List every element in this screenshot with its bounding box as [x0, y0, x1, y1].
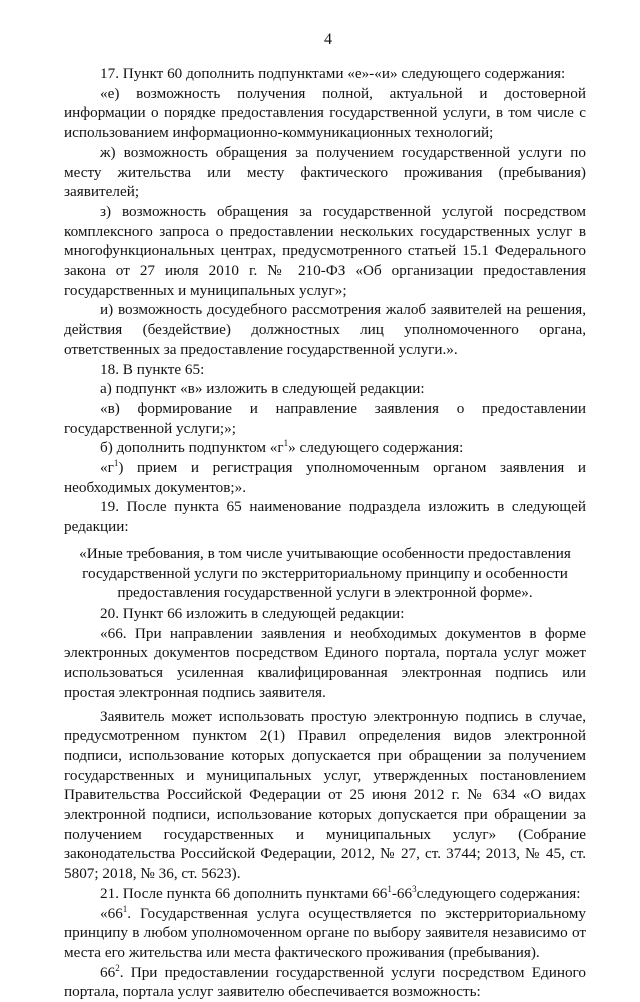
paragraph-18-a: а) подпункт «в» изложить в следующей редакции:	[100, 380, 425, 398]
paragraph-19: 19. После пункта 65 наименование подраздела изложить в следующей редакции:	[64, 498, 586, 536]
paragraph-20: 20. Пункт 66 изложить в следующей редакции:	[100, 604, 405, 622]
paragraph-17-e: «е) возможность получения полной, актуальной и достоверной информации о порядке предоставления государственной услуги, в том числе с использованием информационно-коммуникационных технологий;	[64, 84, 586, 142]
paragraph-17-z: з) возможность обращения за государственной услугой посредством комплексного запроса о предоставлении нескольких государственных услуг в многофункциональных центрах, предусмотренного статьей 15.1 Федерального закона от 27 июля 2010 г. № 210-ФЗ «Об организации предоставления государственных и муниципальных услуг»;	[64, 202, 586, 299]
paragraph-66-1	[64, 904, 586, 963]
superscript: 2	[115, 962, 120, 973]
text-part: 66	[100, 963, 116, 981]
text-part: «66	[100, 904, 123, 922]
paragraph-66: «66. При направлении заявления и необходимых документов в форме электронных документов посредством Единого портала, портала услуг может использоваться усиленная квалифицированная электронная подпись или простая электронная подпись заявителя.	[64, 624, 586, 701]
paragraph-21	[64, 884, 586, 904]
text-part: «г	[100, 459, 114, 477]
text-part: . При предоставлении государственной услуги посредством Единого портала, портала услуг заявителю обеспечивается возможность:	[64, 963, 586, 1001]
text-part: следующего содержания:	[416, 884, 581, 902]
text-part: б) дополнить подпунктом «г	[100, 439, 284, 457]
paragraph-17: 17. Пункт 60 дополнить подпунктами «е»-«и» следующего содержания:	[100, 65, 566, 82]
superscript: 1	[283, 438, 289, 449]
paragraph-66-2	[64, 963, 586, 1002]
paragraph-66-signature: Заявитель может использовать простую электронную подпись в случае, предусмотренном пунктом 2(1) Правил определения видов электронной подписи, использование которых допускается при обращении за получением государственных и муниципальных услуг, утвержденных постановлением Правительства Российской Федерации от 25 июня 2012 г. № 634 «О видах электронной подписи, использование которых допускается при обращении за получением государственных и муниципальных услуг» (Собрание законодательства Российской Федерации, 2012, № 27, ст. 3744; 2013, № 45, ст. 5807; 2018, № 36, ст. 5623).	[64, 707, 586, 883]
page-number: 4	[324, 31, 332, 48]
text-part: 21. После пункта 66 дополнить пунктами 66	[100, 884, 388, 902]
text-part: -66	[391, 884, 413, 902]
superscript: 1	[122, 903, 128, 914]
text-part: » следующего содержания:	[288, 439, 464, 457]
text-part: ) прием и регистрация уполномоченным органом заявления и необходимых документов;».	[64, 459, 586, 496]
paragraph-17-i: и) возможность досудебного рассмотрения жалоб заявителей на решения, действия (бездействие) должностных лиц уполномоченного органа, ответственных за предоставление государственной услуги.».	[64, 301, 586, 358]
superscript: 1	[387, 883, 392, 894]
paragraph-18-b-text	[64, 458, 586, 497]
paragraph-18: 18. В пункте 65:	[100, 360, 205, 378]
paragraph-17-zh: ж) возможность обращения за получением государственной услуги по месту жительства или месту фактического проживания (пребывания) заявителей;	[64, 143, 586, 201]
subsection-heading-quote: «Иные требования, в том числе учитывающие особенности предоставления государственной услуги по экстерриториальному принципу и особенности предоставления государственной услуги в электронной форме».	[79, 544, 571, 602]
superscript: 3	[412, 883, 417, 894]
paragraph-18-a-text: «в) формирование и направление заявления о предоставлении государственной услуги;»;	[64, 399, 586, 437]
superscript: 1	[113, 458, 119, 468]
text-part: . Государственная услуга осуществляется по экстерриториальному принципу в любом уполномоченном органе по выбору заявителя независимо от места его жительства или места фактического проживания (пребывания).	[64, 904, 586, 961]
paragraph-18-b	[64, 438, 586, 458]
